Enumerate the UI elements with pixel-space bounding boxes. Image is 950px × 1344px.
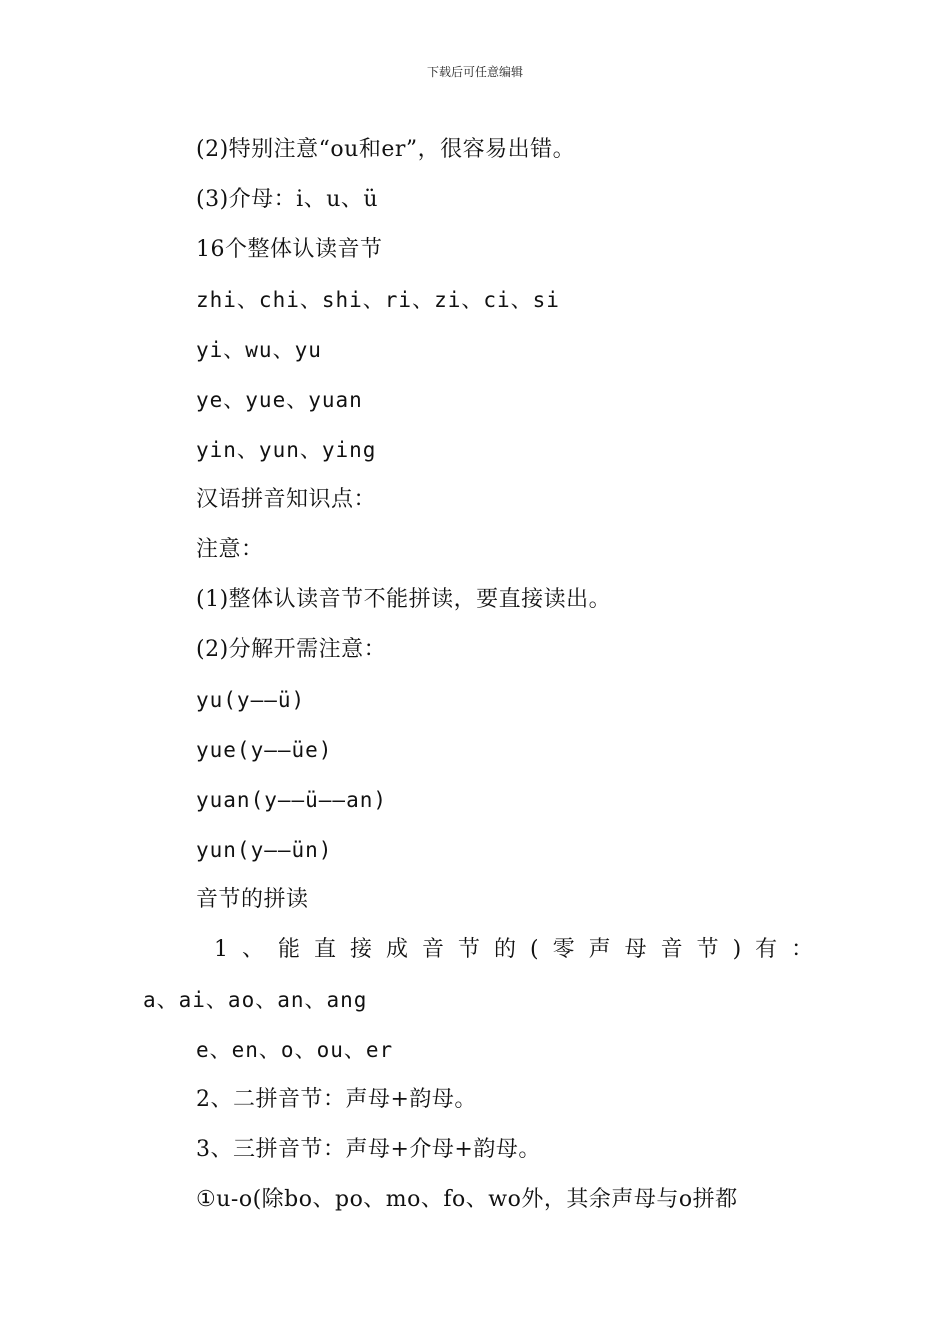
text-line-pinyin-knowledge-heading: 汉语拼音知识点： [196, 487, 377, 512]
text-line-zero-initial-e: e、en、o、ou、er [196, 1038, 394, 1062]
text-line-ou-er-note: (2)特别注意“ou和er”，很容易出错。 [196, 137, 576, 162]
page-header-note: 下载后可任意编辑 [426, 65, 523, 79]
text-line-16-syllables-heading: 16个整体认读音节 [196, 237, 383, 262]
text-line-zero-initial-a: a、ai、ao、an、ang [143, 988, 368, 1012]
text-line-u-o-rule: ①u-o(除bo、po、mo、fo、wo外，其余声母与o拼都 [196, 1187, 738, 1212]
text-line-syllables-yi: yi、wu、yu [196, 338, 322, 362]
text-line-medials: (3)介母：i、u、ü [196, 187, 379, 212]
text-line-attention-1: (1)整体认读音节不能拼读，要直接读出。 [196, 587, 612, 612]
text-line-yue-split: yue(y——üe) [196, 738, 333, 762]
text-line-syllables-zhi: zhi、chi、shi、ri、zi、ci、si [196, 288, 560, 312]
text-line-two-part-syllable: 2、二拼音节：声母+韵母。 [196, 1087, 477, 1112]
text-line-syllables-ye: ye、yue、yuan [196, 388, 363, 412]
text-line-syllable-spelling-heading: 音节的拼读 [196, 887, 309, 912]
text-line-attention-heading: 注意： [196, 537, 264, 562]
text-line-syllables-yin: yin、yun、ying [196, 438, 377, 462]
text-line-attention-2: (2)分解开需注意： [196, 637, 387, 662]
text-line-yu-split: yu(y——ü) [196, 688, 306, 712]
text-line-yuan-split: yuan(y——ü——an) [196, 788, 388, 812]
text-line-three-part-syllable: 3、三拼音节：声母+介母+韵母。 [196, 1137, 541, 1162]
text-line-yun-split: yun(y——ün) [196, 838, 333, 862]
text-line-zero-initial-intro: 1、能直接成音节的(零声母音节)有： [214, 937, 828, 962]
